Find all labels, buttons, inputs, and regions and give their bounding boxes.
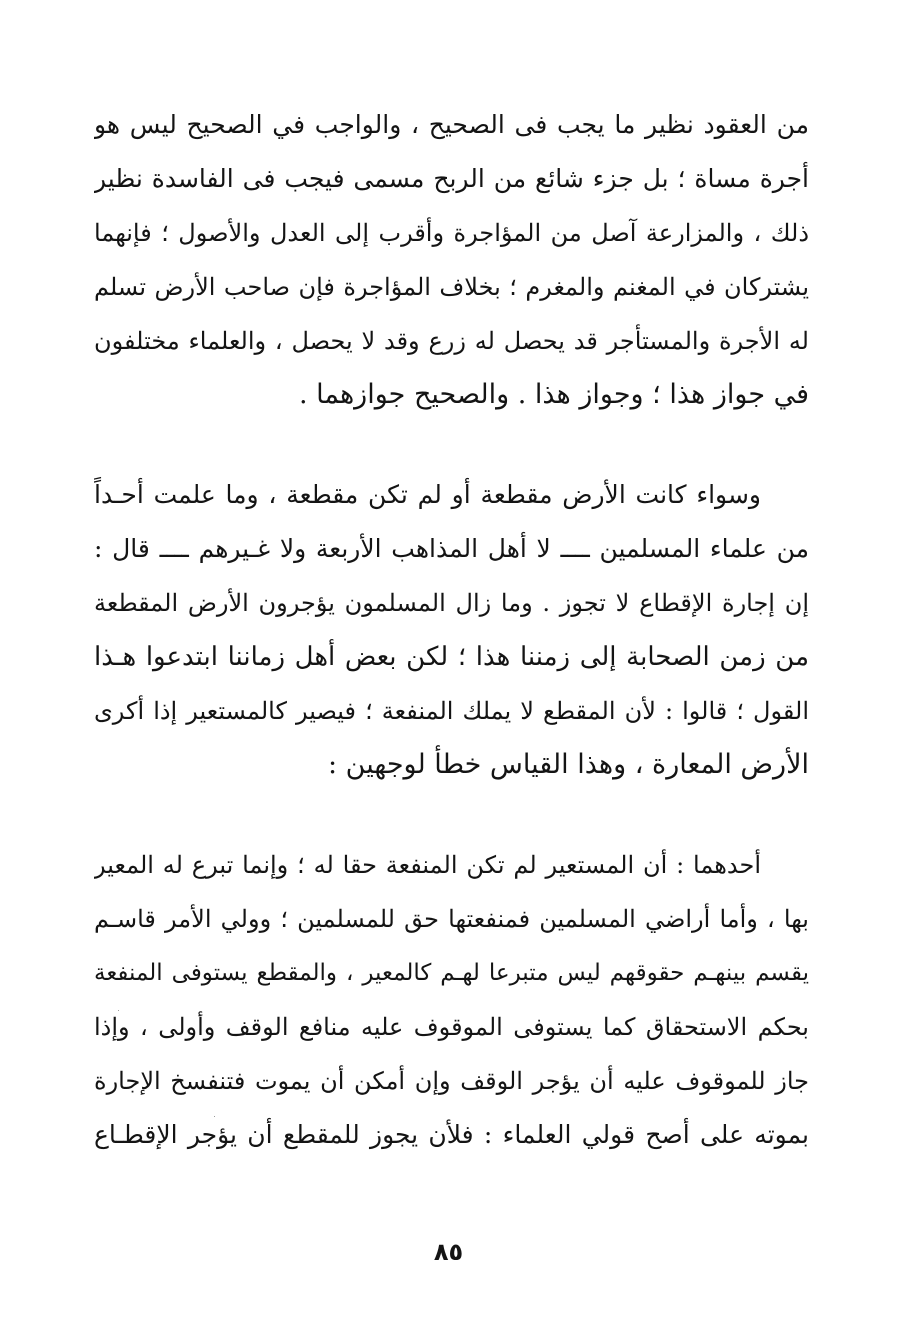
paragraph-1 [94, 98, 809, 422]
scan-speck [214, 1116, 215, 1117]
text-line: ذلك ، والمزارعة آصل من المؤاجرة وأقرب إلى العدل والأصول ؛ فإنهما [94, 219, 809, 247]
scan-speck [118, 1010, 119, 1011]
text-line: من العقود نظير ما يجب فى الصحيح ، والواجب في الصحيح ليس هو [94, 110, 809, 139]
text-line: في جواز هذا ؛ وجواز هذا . والصحيح جوازهما . [298, 379, 809, 410]
page-number: ٨٥ [433, 1238, 464, 1266]
text-line: القول ؛ قالوا : لأن المقطع لا يملك المنفعة ؛ فيصير كالمستعير إذا أكرى [94, 697, 809, 725]
text-line: وسواء كانت الأرض مقطعة أو لم تكن مقطعة ، وما علمت أحـداً [94, 480, 761, 509]
text-line: له الأجرة والمستأجر قد يحصل له زرع وقد لا يحصل ، والعلماء مختلفون [94, 327, 809, 355]
paragraph-2 [94, 468, 809, 792]
paragraph-3 [94, 838, 809, 1162]
text-line: بموته على أصح قولي العلماء : فلأن يجوز للمقطع أن يؤجر الإقطـاع [94, 1120, 809, 1149]
text-line: الأرض المعارة ، وهذا القياس خطأ لوجهين : [328, 749, 809, 780]
text-line: يشتركان في المغنم والمغرم ؛ بخلاف المؤاجرة فإن صاحب الأرض تسلم [94, 273, 809, 301]
text-line: أجرة مساة ؛ بل جزء شائع من الربح مسمى فيجب فى الفاسدة نظير [94, 164, 809, 193]
text-line: بحكم الاستحقاق كما يستوفى الموقوف عليه منافع الوقف وأولى ، وإذا [94, 1013, 809, 1041]
text-line: من زمن الصحابة إلى زمننا هذا ؛ لكن بعض أهل زماننا ابتدعوا هـذا [94, 642, 809, 672]
text-line: أحدهما : أن المستعير لم تكن المنفعة حقا له ؛ وإنما تبرع له المعير [94, 851, 762, 879]
text-line: إن إجارة الإقطاع لا تجوز . وما زال المسلمون يؤجرون الأرض المقطعة [94, 589, 809, 617]
text-line: من علماء المسلمين ــــ لا أهل المذاهب الأربعة ولا غـيرهم ــــ قال : [94, 534, 809, 563]
text-line: يقسم بينهـم حقوقهم ليس متبرعا لهـم كالمعير ، والمقطع يستوفى المنفعة [94, 960, 809, 986]
text-line: جاز للموقوف عليه أن يؤجر الوقف وإن أمكن أن يموت فتنفسخ الإجارة [94, 1067, 809, 1095]
text-line: بها ، وأما أراضي المسلمين فمنفعتها حق للمسلمين ؛ وولي الأمر قاسـم [94, 905, 809, 933]
